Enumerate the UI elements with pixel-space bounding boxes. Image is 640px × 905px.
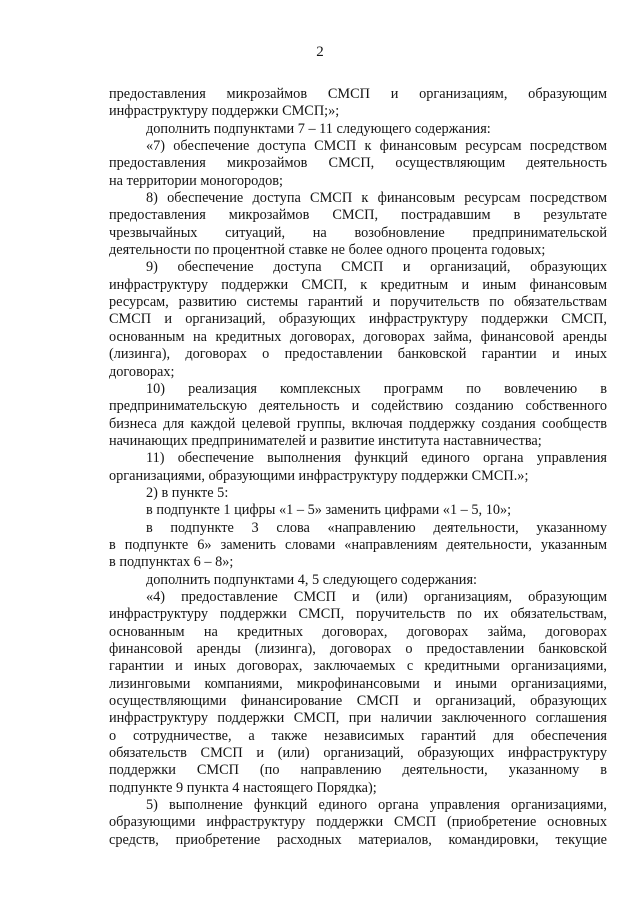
text-line: 9) обеспечение доступа СМСП и организаций, образующих: [146, 259, 607, 276]
page-number: 2: [316, 44, 324, 60]
text-line: «7) обеспечение доступа СМСП к финансовым ресурсам посредством: [146, 138, 607, 155]
text-line: 2) в пункте 5:: [146, 484, 229, 501]
text-line: основанным на кредитных договорах, договорах займа, финансовой аренды: [109, 328, 607, 345]
text-line: в подпунктах 6 – 8»;: [109, 554, 234, 571]
text-line: на территории моногородов;: [109, 172, 284, 189]
text-line: предоставления микрозаймов СМСП, осуществляющим деятельность: [109, 155, 607, 172]
text-line: (лизинга), договорах о предоставлении банковской гарантии и иных: [109, 346, 607, 363]
text-line: инфраструктуру поддержки СМСП, поручительств по их обязательствам,: [109, 606, 607, 623]
text-line: в подпункте 6» заменить словами «направлениям деятельности, указанным: [109, 536, 607, 553]
text-line: «4) предоставление СМСП и (или) организациям, образующим: [146, 588, 607, 605]
text-line: основанным на кредитных договорах, договорах займа, договорах: [109, 623, 607, 640]
text-line: дополнить подпунктами 4, 5 следующего содержания:: [146, 571, 477, 588]
text-line: в подпункте 1 цифры «1 – 5» заменить цифрами «1 – 5, 10»;: [146, 502, 512, 519]
text-line: СМСП и организаций, образующих инфраструктуру поддержки СМСП,: [109, 311, 607, 328]
text-line: дополнить подпунктами 7 – 11 следующего содержания:: [146, 120, 491, 137]
text-line: бизнеса для каждой целевой группы, включая поддержку создания сообществ: [109, 415, 607, 432]
text-line: организациями, образующими инфраструктуру поддержки СМСП.»;: [109, 467, 529, 484]
text-line: финансовой аренды (лизинга), договорах о предоставлении банковской: [109, 641, 607, 657]
text-line: деятельности по процентной ставке не более одного процента годовых;: [109, 242, 546, 259]
text-line: образующими инфраструктуру поддержки СМСП (приобретение основных: [109, 814, 607, 831]
text-line: инфраструктуру поддержки СМСП, при наличии заключенного соглашения: [109, 710, 607, 727]
text-line: предоставления микрозаймов СМСП, пострадавшим в результате: [109, 207, 607, 224]
text-line: в подпункте 3 слова «направлению деятельности, указанному: [146, 519, 607, 536]
text-line: инфраструктуру поддержки СМСП;»;: [109, 103, 340, 120]
text-line: 8) обеспечение доступа СМСП к финансовым ресурсам посредством: [146, 190, 607, 207]
text-line: предоставления микрозаймов СМСП и организациям, образующим: [109, 86, 607, 102]
text-line: инфраструктуру поддержки СМСП, к кредитным и иным финансовым: [109, 276, 607, 293]
text-line: 5) выполнение функций единого органа управления организациями,: [146, 797, 607, 814]
text-line: предпринимательскую деятельность и содействию созданию собственного: [109, 398, 607, 415]
text-line: гарантии и иных договорах, заключаемых с кредитными организациями,: [109, 658, 607, 675]
text-line: начинающих предпринимателей и развитие института наставничества;: [109, 432, 542, 449]
text-line: чрезвычайных ситуаций, на возобновление предпринимательской: [109, 224, 607, 241]
text-line: ресурсам, развитию системы гарантий и поручительств по обязательствам: [109, 294, 607, 311]
text-line: осуществляющими финансирование СМСП и организаций, образующих: [109, 693, 607, 710]
text-line: 10) реализация комплексных программ по вовлечению в: [146, 380, 607, 397]
text-line: 11) обеспечение выполнения функций единого органа управления: [146, 450, 607, 467]
text-line: средств, приобретение расходных материалов, командировки, текущие: [109, 831, 607, 848]
document-body: [109, 86, 607, 849]
text-line: подпункте 9 пункта 4 настоящего Порядка);: [109, 779, 377, 796]
text-line: обязательств СМСП и (или) организаций, образующих инфраструктуру: [109, 745, 607, 762]
text-line: о сотрудничестве, а также независимых гарантий для обеспечения: [109, 727, 607, 744]
text-line: поддержки СМСП (по направлению деятельности, указанному в: [109, 762, 607, 779]
text-line: договорах;: [109, 363, 175, 380]
text-line: лизинговыми компаниями, микрофинансовыми и иными организациями,: [109, 675, 607, 692]
